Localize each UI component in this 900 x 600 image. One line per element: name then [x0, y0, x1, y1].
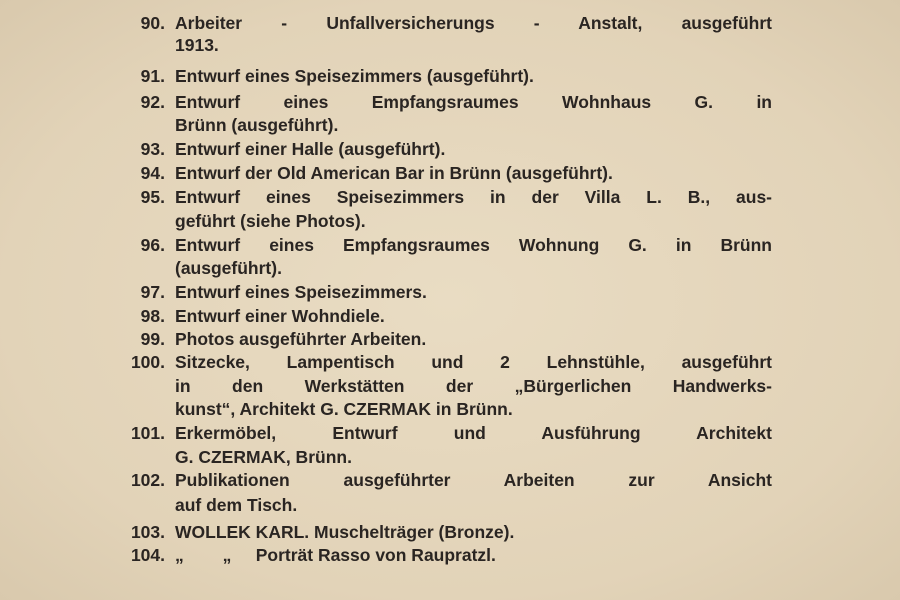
entry-number: 95. — [140, 187, 165, 207]
entry-text: in den Werkstätten der „Bürgerlichen Handwerks- — [175, 376, 772, 396]
entry-text: Erkermöbel, Entwurf und Ausführung Architekt — [175, 423, 772, 443]
entry-text: Sitzecke, Lampentisch und 2 Lehnstühle, ausgeführt — [175, 352, 772, 372]
list-item-line — [0, 304, 900, 328]
list-item-line — [0, 543, 900, 567]
list-item-line — [0, 137, 900, 161]
entry-number: 92. — [140, 92, 165, 112]
list-item-line — [0, 445, 900, 469]
list-item-line — [0, 185, 900, 209]
entry-text: „ „ Porträt Rasso von Raupratzl. — [175, 545, 496, 565]
entry-text: WOLLEK KARL. Muschelträger (Bronze). — [175, 522, 515, 542]
list-item-line — [0, 33, 900, 57]
list-item-line — [0, 90, 900, 114]
entry-number: 98. — [140, 306, 165, 326]
list-item-line — [0, 161, 900, 185]
list-item-line — [0, 397, 900, 421]
entry-text: Arbeiter - Unfallversicherungs - Anstalt, ausgeführt — [175, 13, 772, 33]
entry-number: 102. — [130, 470, 165, 490]
entry-text: Entwurf eines Speisezimmers (ausgeführt). — [175, 66, 534, 86]
list-item-line — [0, 327, 900, 351]
list-item-line — [0, 209, 900, 233]
list-item-line — [0, 374, 900, 398]
entry-number: 99. — [140, 329, 165, 349]
list-item-line — [0, 350, 900, 374]
entry-number: 90. — [140, 13, 165, 33]
list-item-line — [0, 493, 900, 517]
list-item-line — [0, 233, 900, 257]
entry-number: 100. — [130, 352, 165, 372]
entry-text: Brünn (ausgeführt). — [175, 115, 339, 135]
entry-text: Entwurf eines Speisezimmers in der Villa L. B., aus- — [175, 187, 772, 207]
entry-number: 97. — [140, 282, 165, 302]
list-item-line — [0, 280, 900, 304]
list-item-line — [0, 468, 900, 492]
entry-text: Entwurf eines Speisezimmers. — [175, 282, 427, 302]
list-item-line — [0, 113, 900, 137]
entry-text: Entwurf einer Wohndiele. — [175, 306, 385, 326]
entry-text: Entwurf eines Empfangsraumes Wohnhaus G. in — [175, 92, 772, 112]
entry-text: geführt (siehe Photos). — [175, 211, 366, 231]
entry-text: Entwurf einer Halle (ausgeführt). — [175, 139, 446, 159]
entry-number: 101. — [130, 423, 165, 443]
entry-number: 104. — [130, 545, 165, 565]
entry-number: 93. — [140, 139, 165, 159]
entry-text: Publikationen ausgeführter Arbeiten zur Ansicht — [175, 470, 772, 490]
entry-text: 1913. — [175, 35, 219, 55]
entry-text: auf dem Tisch. — [175, 495, 298, 515]
entry-text: G. CZERMAK, Brünn. — [175, 447, 352, 467]
entry-text: Entwurf eines Empfangsraumes Wohnung G. in Brünn — [175, 235, 772, 255]
list-item-line — [0, 64, 900, 88]
entry-number: 103. — [130, 522, 165, 542]
entry-number: 94. — [140, 163, 165, 183]
list-item-line — [0, 520, 900, 544]
list-item-line — [0, 11, 900, 35]
entry-text: kunst“, Architekt G. CZERMAK in Brünn. — [175, 399, 513, 419]
entry-number: 96. — [140, 235, 165, 255]
entry-number: 91. — [140, 66, 165, 86]
entry-text: (ausgeführt). — [175, 258, 282, 278]
entry-text: Photos ausgeführter Arbeiten. — [175, 329, 427, 349]
entry-text: Entwurf der Old American Bar in Brünn (ausgeführt). — [175, 163, 613, 183]
list-item-line — [0, 256, 900, 280]
list-item-line — [0, 421, 900, 445]
